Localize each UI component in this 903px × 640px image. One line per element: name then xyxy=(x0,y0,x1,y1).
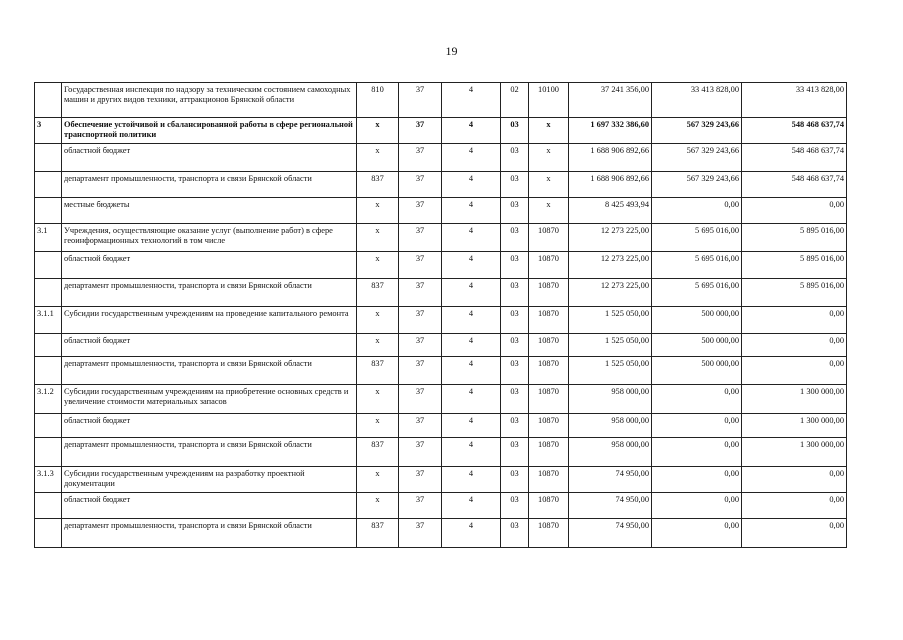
table-row xyxy=(35,519,847,548)
code-direction-cell: 10870 xyxy=(529,467,569,493)
amount-year2-cell: 0,00 xyxy=(652,519,742,548)
amount-year1-cell: 74 950,00 xyxy=(569,493,652,519)
code-subprogram-cell: 4 xyxy=(442,83,501,118)
amount-year1-cell: 958 000,00 xyxy=(569,414,652,438)
code-program-cell: 37 xyxy=(399,385,442,414)
amount-year2-cell: 500 000,00 xyxy=(652,334,742,357)
code-admin-cell: 810 xyxy=(357,83,399,118)
amount-year1-cell: 74 950,00 xyxy=(569,467,652,493)
amount-year3-cell: 548 468 637,74 xyxy=(742,118,847,144)
code-admin-cell: х xyxy=(357,467,399,493)
amount-year3-cell: 1 300 000,00 xyxy=(742,438,847,467)
amount-year1-cell: 1 525 050,00 xyxy=(569,307,652,334)
table-row xyxy=(35,83,847,118)
code-admin-cell: 837 xyxy=(357,279,399,307)
code-event-cell: 03 xyxy=(501,198,529,224)
code-program-cell: 37 xyxy=(399,172,442,198)
code-event-cell: 03 xyxy=(501,252,529,279)
row-name-cell: департамент промышленности, транспорта и связи Брянской области xyxy=(62,357,357,385)
code-admin-cell: х xyxy=(357,144,399,172)
code-admin-cell: х xyxy=(357,307,399,334)
amount-year1-cell: 1 688 906 892,66 xyxy=(569,172,652,198)
amount-year3-cell: 5 895 016,00 xyxy=(742,279,847,307)
amount-year3-cell: 548 468 637,74 xyxy=(742,172,847,198)
code-subprogram-cell: 4 xyxy=(442,224,501,252)
row-number-cell xyxy=(35,357,62,385)
amount-year2-cell: 5 695 016,00 xyxy=(652,252,742,279)
code-event-cell: 03 xyxy=(501,144,529,172)
code-event-cell: 03 xyxy=(501,438,529,467)
table-row xyxy=(35,279,847,307)
amount-year2-cell: 33 413 828,00 xyxy=(652,83,742,118)
amount-year1-cell: 1 525 050,00 xyxy=(569,357,652,385)
amount-year1-cell: 12 273 225,00 xyxy=(569,252,652,279)
amount-year1-cell: 37 241 356,00 xyxy=(569,83,652,118)
code-event-cell: 03 xyxy=(501,467,529,493)
row-name-cell: областной бюджет xyxy=(62,144,357,172)
amount-year2-cell: 500 000,00 xyxy=(652,357,742,385)
budget-table xyxy=(34,82,847,548)
row-number-cell xyxy=(35,414,62,438)
code-admin-cell: 837 xyxy=(357,438,399,467)
amount-year3-cell: 5 895 016,00 xyxy=(742,224,847,252)
amount-year3-cell: 1 300 000,00 xyxy=(742,385,847,414)
code-admin-cell: х xyxy=(357,252,399,279)
amount-year3-cell: 0,00 xyxy=(742,467,847,493)
table-row xyxy=(35,307,847,334)
amount-year2-cell: 5 695 016,00 xyxy=(652,224,742,252)
row-number-cell: 3.1.2 xyxy=(35,385,62,414)
code-program-cell: 37 xyxy=(399,519,442,548)
code-event-cell: 03 xyxy=(501,224,529,252)
table-row xyxy=(35,252,847,279)
row-number-cell xyxy=(35,279,62,307)
amount-year3-cell: 0,00 xyxy=(742,519,847,548)
code-event-cell: 03 xyxy=(501,519,529,548)
code-direction-cell: х xyxy=(529,118,569,144)
code-admin-cell: х xyxy=(357,118,399,144)
code-subprogram-cell: 4 xyxy=(442,172,501,198)
code-direction-cell: х xyxy=(529,172,569,198)
code-subprogram-cell: 4 xyxy=(442,307,501,334)
amount-year2-cell: 500 000,00 xyxy=(652,307,742,334)
code-program-cell: 37 xyxy=(399,198,442,224)
row-name-cell: департамент промышленности, транспорта и связи Брянской области xyxy=(62,438,357,467)
row-number-cell xyxy=(35,83,62,118)
amount-year1-cell: 1 525 050,00 xyxy=(569,334,652,357)
code-direction-cell: 10870 xyxy=(529,252,569,279)
row-name-cell: Учреждения, осуществляющие оказание услуг (выполнение работ) в сфере геоинформационных технологий в том числе xyxy=(62,224,357,252)
amount-year1-cell: 1 697 332 386,60 xyxy=(569,118,652,144)
code-subprogram-cell: 4 xyxy=(442,118,501,144)
row-number-cell: 3.1 xyxy=(35,224,62,252)
amount-year3-cell: 1 300 000,00 xyxy=(742,414,847,438)
amount-year2-cell: 567 329 243,66 xyxy=(652,118,742,144)
code-event-cell: 02 xyxy=(501,83,529,118)
code-subprogram-cell: 4 xyxy=(442,334,501,357)
table-row xyxy=(35,144,847,172)
code-event-cell: 03 xyxy=(501,118,529,144)
amount-year3-cell: 0,00 xyxy=(742,493,847,519)
amount-year3-cell: 548 468 637,74 xyxy=(742,144,847,172)
row-number-cell: 3.1.3 xyxy=(35,467,62,493)
code-event-cell: 03 xyxy=(501,172,529,198)
row-number-cell xyxy=(35,144,62,172)
code-program-cell: 37 xyxy=(399,118,442,144)
amount-year2-cell: 0,00 xyxy=(652,385,742,414)
row-name-cell: Субсидии государственным учреждениям на приобретение основных средств и увеличение стоимости материальных запасов xyxy=(62,385,357,414)
code-program-cell: 37 xyxy=(399,224,442,252)
amount-year1-cell: 74 950,00 xyxy=(569,519,652,548)
code-program-cell: 37 xyxy=(399,252,442,279)
code-admin-cell: х xyxy=(357,385,399,414)
code-event-cell: 03 xyxy=(501,414,529,438)
code-program-cell: 37 xyxy=(399,307,442,334)
code-subprogram-cell: 4 xyxy=(442,357,501,385)
code-direction-cell: 10870 xyxy=(529,493,569,519)
code-subprogram-cell: 4 xyxy=(442,493,501,519)
code-admin-cell: 837 xyxy=(357,172,399,198)
table-row xyxy=(35,438,847,467)
amount-year3-cell: 0,00 xyxy=(742,198,847,224)
row-name-cell: Обеспечение устойчивой и сбалансированной работы в сфере региональной транспортной политики xyxy=(62,118,357,144)
row-number-cell: 3 xyxy=(35,118,62,144)
row-number-cell xyxy=(35,438,62,467)
table-row xyxy=(35,357,847,385)
table-row xyxy=(35,385,847,414)
amount-year1-cell: 958 000,00 xyxy=(569,385,652,414)
row-number-cell xyxy=(35,334,62,357)
code-program-cell: 37 xyxy=(399,357,442,385)
code-admin-cell: х xyxy=(357,334,399,357)
amount-year3-cell: 0,00 xyxy=(742,357,847,385)
amount-year2-cell: 0,00 xyxy=(652,467,742,493)
code-program-cell: 37 xyxy=(399,467,442,493)
code-admin-cell: х xyxy=(357,224,399,252)
row-name-cell: Субсидии государственным учреждениям на проведение капитального ремонта xyxy=(62,307,357,334)
code-program-cell: 37 xyxy=(399,279,442,307)
code-direction-cell: х xyxy=(529,144,569,172)
table-row xyxy=(35,224,847,252)
amount-year1-cell: 12 273 225,00 xyxy=(569,279,652,307)
amount-year1-cell: 8 425 493,94 xyxy=(569,198,652,224)
code-admin-cell: 837 xyxy=(357,357,399,385)
code-subprogram-cell: 4 xyxy=(442,438,501,467)
code-event-cell: 03 xyxy=(501,493,529,519)
code-subprogram-cell: 4 xyxy=(442,385,501,414)
row-name-cell: областной бюджет xyxy=(62,493,357,519)
code-direction-cell: 10870 xyxy=(529,357,569,385)
code-subprogram-cell: 4 xyxy=(442,467,501,493)
amount-year2-cell: 0,00 xyxy=(652,438,742,467)
code-event-cell: 03 xyxy=(501,385,529,414)
amount-year2-cell: 567 329 243,66 xyxy=(652,172,742,198)
table-row xyxy=(35,467,847,493)
code-admin-cell: х xyxy=(357,198,399,224)
code-direction-cell: х xyxy=(529,198,569,224)
code-admin-cell: х xyxy=(357,414,399,438)
row-number-cell xyxy=(35,519,62,548)
table-row xyxy=(35,198,847,224)
table-row xyxy=(35,414,847,438)
amount-year1-cell: 958 000,00 xyxy=(569,438,652,467)
table-row xyxy=(35,493,847,519)
row-name-cell: местные бюджеты xyxy=(62,198,357,224)
amount-year3-cell: 33 413 828,00 xyxy=(742,83,847,118)
amount-year2-cell: 0,00 xyxy=(652,414,742,438)
amount-year2-cell: 5 695 016,00 xyxy=(652,279,742,307)
row-number-cell xyxy=(35,172,62,198)
row-name-cell: департамент промышленности, транспорта и связи Брянской области xyxy=(62,172,357,198)
amount-year1-cell: 1 688 906 892,66 xyxy=(569,144,652,172)
code-direction-cell: 10870 xyxy=(529,279,569,307)
row-name-cell: областной бюджет xyxy=(62,252,357,279)
code-direction-cell: 10870 xyxy=(529,334,569,357)
code-program-cell: 37 xyxy=(399,144,442,172)
code-program-cell: 37 xyxy=(399,493,442,519)
code-subprogram-cell: 4 xyxy=(442,198,501,224)
code-subprogram-cell: 4 xyxy=(442,252,501,279)
code-program-cell: 37 xyxy=(399,414,442,438)
amount-year1-cell: 12 273 225,00 xyxy=(569,224,652,252)
amount-year2-cell: 0,00 xyxy=(652,493,742,519)
row-name-cell: областной бюджет xyxy=(62,414,357,438)
code-direction-cell: 10870 xyxy=(529,438,569,467)
row-name-cell: Государственная инспекция по надзору за техническим состоянием самоходных машин и других видов техники, аттракционов Брянской области xyxy=(62,83,357,118)
row-number-cell xyxy=(35,493,62,519)
code-subprogram-cell: 4 xyxy=(442,414,501,438)
code-event-cell: 03 xyxy=(501,357,529,385)
code-admin-cell: 837 xyxy=(357,519,399,548)
amount-year2-cell: 567 329 243,66 xyxy=(652,144,742,172)
row-name-cell: областной бюджет xyxy=(62,334,357,357)
page-number: 19 xyxy=(445,44,458,58)
table-row xyxy=(35,118,847,144)
row-number-cell: 3.1.1 xyxy=(35,307,62,334)
table-row xyxy=(35,334,847,357)
code-program-cell: 37 xyxy=(399,334,442,357)
code-event-cell: 03 xyxy=(501,307,529,334)
code-event-cell: 03 xyxy=(501,279,529,307)
row-number-cell xyxy=(35,252,62,279)
row-name-cell: департамент промышленности, транспорта и связи Брянской области xyxy=(62,279,357,307)
code-subprogram-cell: 4 xyxy=(442,144,501,172)
code-event-cell: 03 xyxy=(501,334,529,357)
amount-year2-cell: 0,00 xyxy=(652,198,742,224)
row-name-cell: департамент промышленности, транспорта и связи Брянской области xyxy=(62,519,357,548)
code-subprogram-cell: 4 xyxy=(442,519,501,548)
code-direction-cell: 10870 xyxy=(529,307,569,334)
code-subprogram-cell: 4 xyxy=(442,279,501,307)
code-program-cell: 37 xyxy=(399,438,442,467)
code-direction-cell: 10870 xyxy=(529,385,569,414)
code-admin-cell: х xyxy=(357,493,399,519)
amount-year3-cell: 0,00 xyxy=(742,307,847,334)
amount-year3-cell: 0,00 xyxy=(742,334,847,357)
code-program-cell: 37 xyxy=(399,83,442,118)
amount-year3-cell: 5 895 016,00 xyxy=(742,252,847,279)
code-direction-cell: 10870 xyxy=(529,224,569,252)
code-direction-cell: 10100 xyxy=(529,83,569,118)
row-number-cell xyxy=(35,198,62,224)
code-direction-cell: 10870 xyxy=(529,519,569,548)
table-row xyxy=(35,172,847,198)
row-name-cell: Субсидии государственным учреждениям на разработку проектной документации xyxy=(62,467,357,493)
code-direction-cell: 10870 xyxy=(529,414,569,438)
